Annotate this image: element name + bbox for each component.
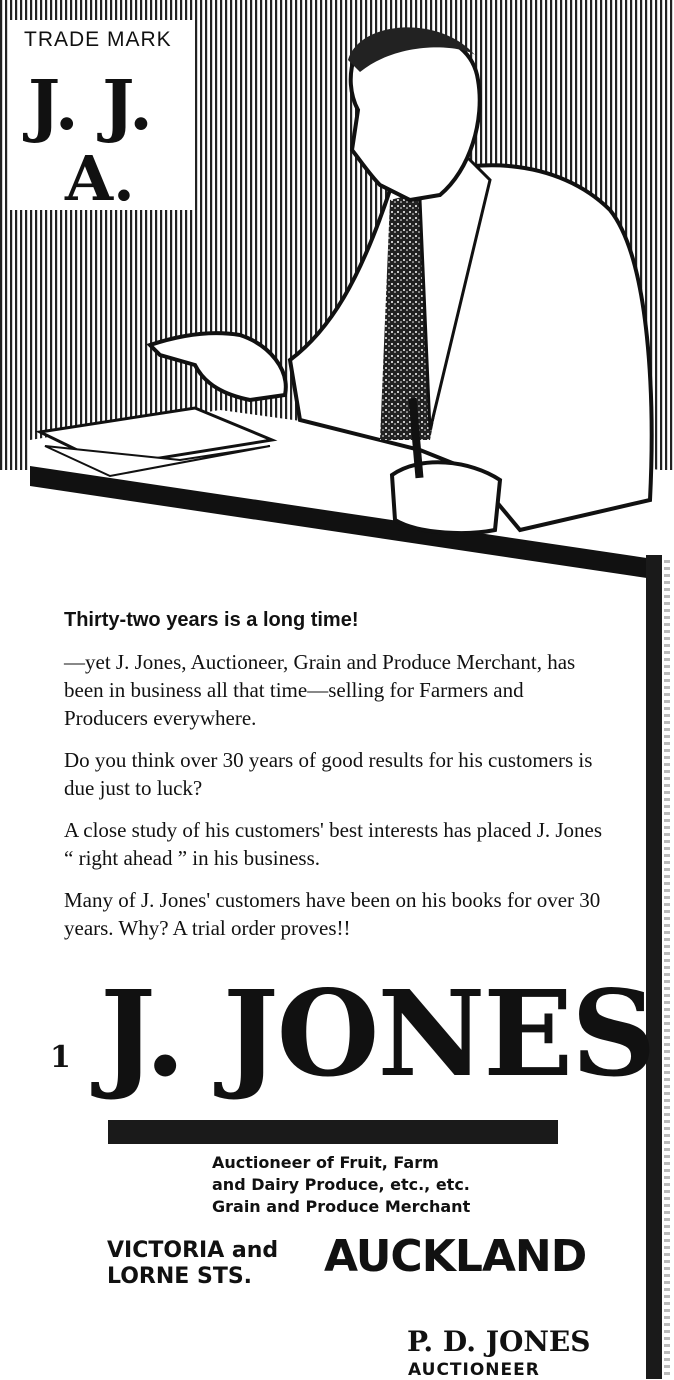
auctioneer-name: P. D. JONES <box>407 1325 591 1358</box>
trademark-initials-line2: A. <box>65 142 135 215</box>
auctioneer-role: AUCTIONEER <box>408 1360 540 1380</box>
body-paragraph-4: Many of J. Jones' customers have been on his books for over 30 years. Why? A trial order proves!! <box>64 888 601 940</box>
body-paragraph-3: A close study of his customers' best interests has placed J. Jones “ right ahead ” in his business. <box>64 818 603 870</box>
trademark-box <box>10 20 195 215</box>
street-address <box>107 1238 278 1290</box>
margin-mark: 1 <box>50 1040 71 1075</box>
headline-sentence: Thirty-two years is a long time! <box>64 609 359 631</box>
advertisement-body <box>64 606 604 956</box>
business-description <box>212 1152 470 1218</box>
description-line-1: Auctioneer of Fruit, Farm <box>212 1153 439 1172</box>
body-paragraph-2: Do you think over 30 years of good results for his customers is due just to luck? <box>64 748 593 800</box>
brand-name: J. JONES <box>100 964 655 1103</box>
body-paragraph-1: —yet J. Jones, Auctioneer, Grain and Produce Merchant, has been in business all that time—selling for Farmers and Producers everywhere. <box>64 650 576 730</box>
brand-underline-bar <box>108 1120 558 1144</box>
trademark-initials-line1: J. J. <box>28 66 153 146</box>
address-line-2: LORNE STS. <box>107 1264 253 1289</box>
hand-with-pencil <box>392 462 500 533</box>
address-line-1: VICTORIA and <box>107 1238 279 1263</box>
description-line-2: and Dairy Produce, etc., etc. <box>212 1175 470 1194</box>
trademark-label: TRADE MARK <box>24 28 172 51</box>
right-border-texture <box>664 560 670 1379</box>
description-line-3: Grain and Produce Merchant <box>212 1197 471 1216</box>
city-name: AUCKLAND <box>324 1231 587 1282</box>
